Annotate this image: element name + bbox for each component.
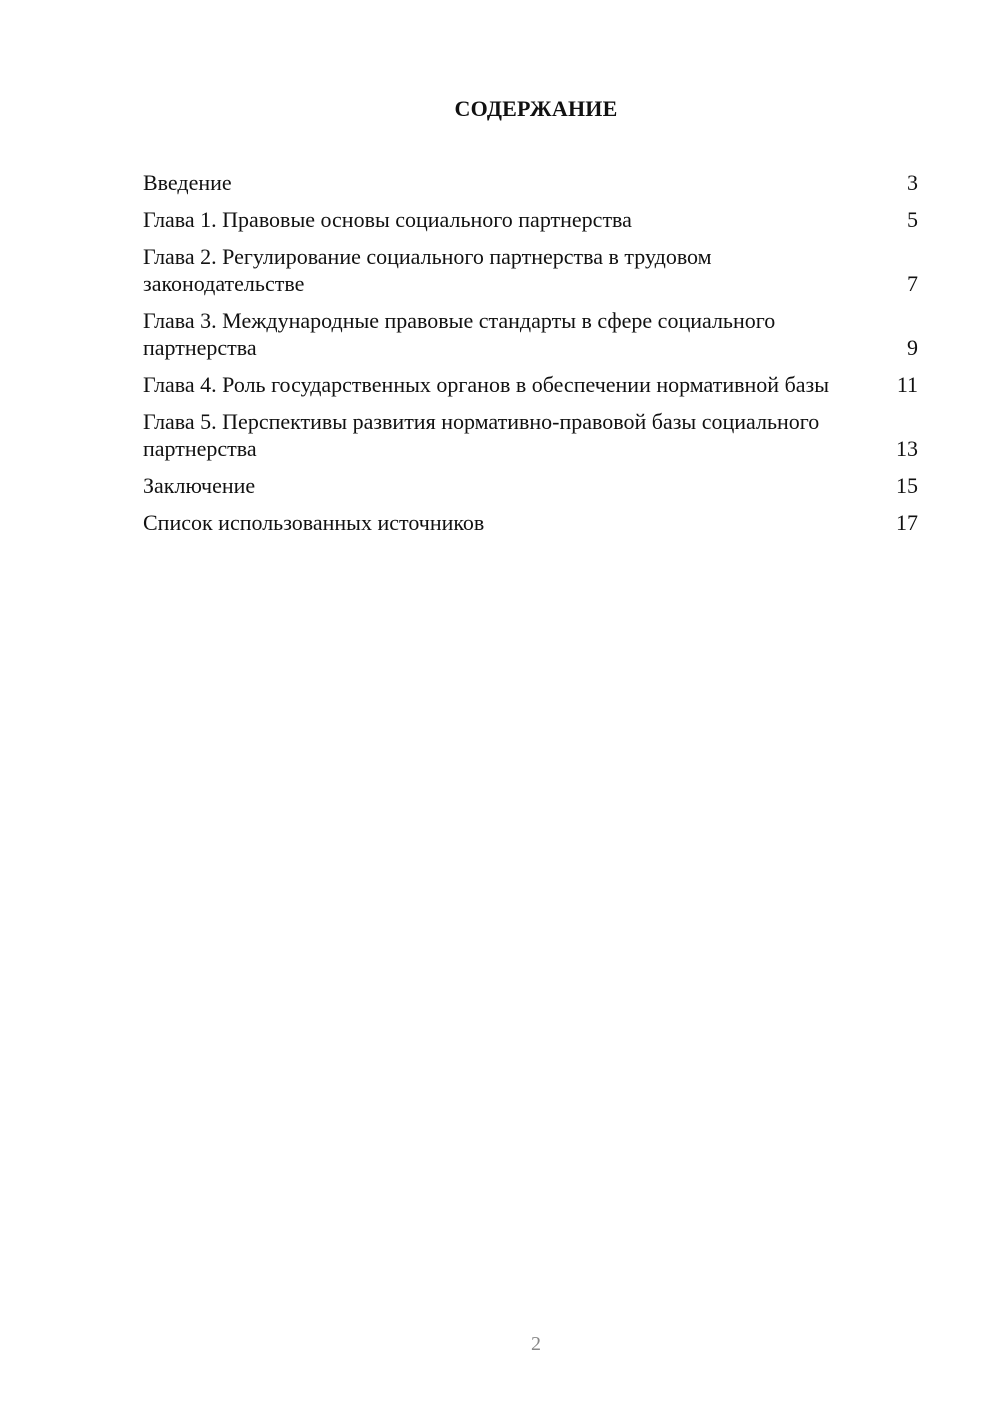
toc-entry-text: Список использованных источников bbox=[143, 510, 485, 535]
toc-entry-introduction bbox=[143, 169, 918, 196]
toc-entry-conclusion bbox=[143, 472, 918, 499]
toc-entry-page: 7 bbox=[907, 271, 918, 296]
page-number: 2 bbox=[531, 1333, 541, 1355]
table-of-contents bbox=[143, 169, 918, 546]
toc-entry-page: 15 bbox=[896, 473, 918, 498]
toc-entry-text: Глава 4. Роль государственных органов в обеспечении нормативной базы bbox=[143, 372, 829, 397]
toc-entry-text: Введение bbox=[143, 170, 232, 195]
toc-entry-text: Глава 1. Правовые основы социального партнерства bbox=[143, 207, 632, 232]
toc-entry-text: Глава 2. Регулирование социального партнерства в трудовом законодательстве bbox=[143, 244, 712, 296]
toc-entry-page: 13 bbox=[896, 436, 918, 461]
toc-entry-page: 11 bbox=[896, 372, 918, 397]
toc-entry-text: Глава 3. Международные правовые стандарты в сфере социального партнерства bbox=[143, 308, 776, 360]
toc-entry-page: 17 bbox=[896, 510, 918, 535]
toc-entry-text: Глава 5. Перспективы развития нормативно-правовой базы социального партнерства bbox=[143, 409, 820, 461]
toc-entry-chapter-5 bbox=[143, 408, 918, 462]
toc-entry-chapter-3 bbox=[143, 307, 918, 361]
toc-entry-page: 5 bbox=[907, 207, 918, 232]
page-title: СОДЕРЖАНИЕ bbox=[454, 96, 618, 121]
toc-entry-references bbox=[143, 509, 918, 536]
toc-entry-chapter-4 bbox=[143, 371, 918, 398]
toc-entry-text: Заключение bbox=[143, 473, 256, 498]
toc-entry-page: 9 bbox=[907, 335, 918, 360]
toc-entry-chapter-2 bbox=[143, 243, 918, 297]
toc-entry-page: 3 bbox=[907, 170, 918, 195]
toc-entry-chapter-1 bbox=[143, 206, 918, 233]
